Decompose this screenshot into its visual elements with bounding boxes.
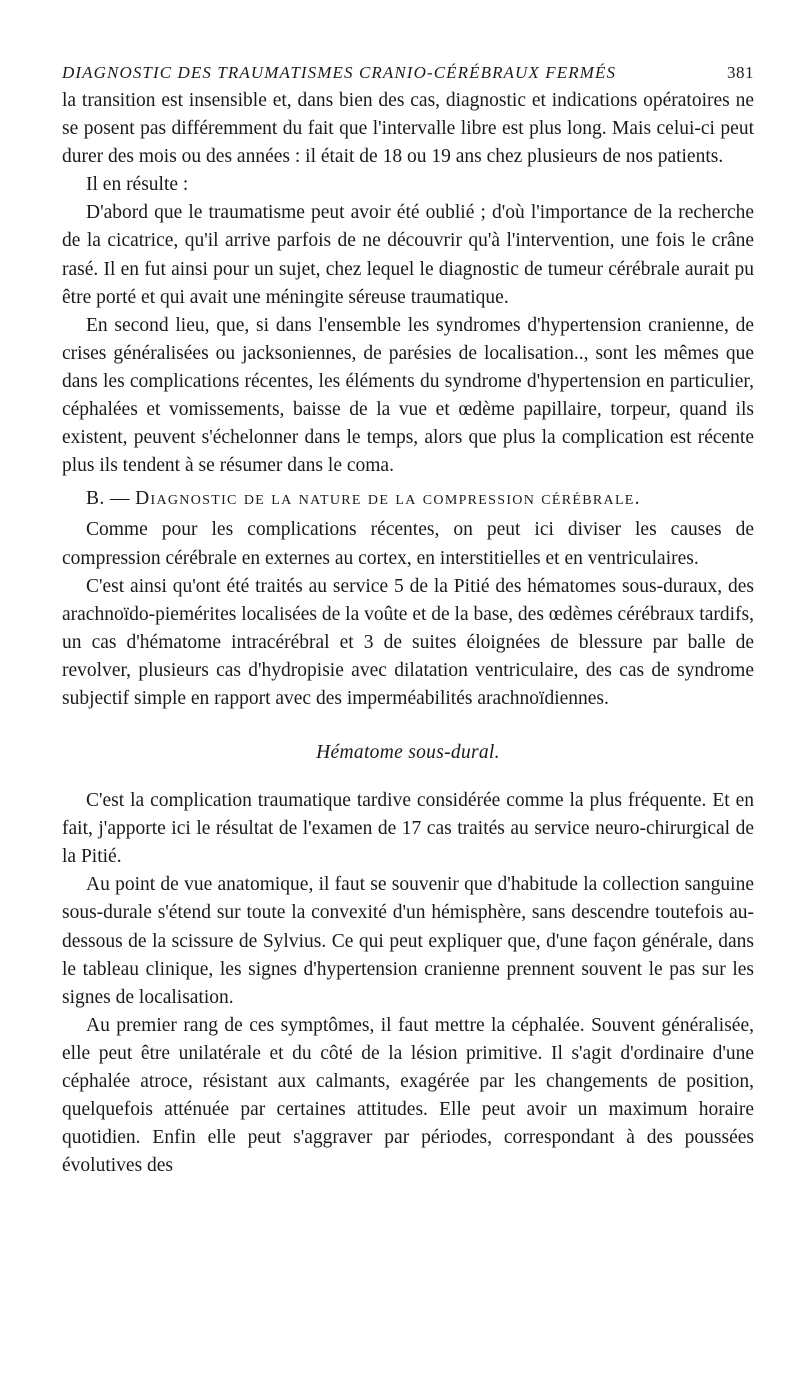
paragraph-continuation: la transition est insensible et, dans bien des cas, diagnostic et indications opératoires ne se posent pas différemment du fait que l'intervalle libre est plus long. Mais celui-ci peut durer des mois ou des années : il était de 18 ou 19 ans chez plusieurs de nos patients. [62, 90, 754, 168]
paragraph: Au premier rang de ces symptômes, il faut mettre la céphalée. Souvent généralisée, elle peut être unilatérale et du côté de la lésion primitive. Il s'agit d'ordinaire d'une céphalée atroce, résistant aux calmants, exagérée par les changements de position, quelquefois atténuée par certaines attitudes. Elle peut avoir un maximum horaire quotidien. Enfin elle peut s'aggraver par périodes, correspondant à des poussées évolutives des [62, 1014, 754, 1177]
paragraph: D'abord que le traumatisme peut avoir été oublié ; d'où l'importance de la recherche de la cicatrice, qu'il arrive parfois de ne découvrir qu'à l'intervention, une fois le crâne rasé. Il en fut ainsi pour un sujet, chez lequel le diagnostic de tumeur cérébrale aurait pu être porté et qui avait une méningite séreuse traumatique. [62, 202, 754, 308]
paragraph: En second lieu, que, si dans l'ensemble les syndromes d'hypertension cranienne, de crises généralisées ou jacksoniennes, de parésies de localisation.., sont les mêmes que dans les complications récentes, les éléments du syndrome d'hypertension en particulier, céphalées et vomissements, baisse de la vue et œdème papillaire, torpeur, quand ils existent, peuvent s'échelonner dans le temps, alors que plus la complication est récente plus ils tendent à se résumer dans le coma. [62, 314, 754, 477]
book-page [62, 56, 754, 1180]
running-title: DIAGNOSTIC DES TRAUMATISMES CRANIO-CÉRÉBRAUX FERMÉS [62, 63, 617, 82]
section-letter: B. — [86, 488, 136, 510]
paragraph: Il en résulte : [86, 174, 189, 196]
running-header [62, 59, 754, 87]
section-heading-b [62, 485, 754, 513]
paragraph: Au point de vue anatomique, il faut se souvenir que d'habitude la collection sanguine sous-durale s'étend sur toute la convexité d'un hémisphère, sans descendre toutefois au-dessous de la scissure de Sylvius. Ce qui peut expliquer que, d'une façon générale, dans le tableau clinique, les signes d'hypertension cranienne prennent souvent le pas sur les signes de localisation. [62, 874, 754, 1008]
body-text [62, 87, 754, 1180]
paragraph: Comme pour les complications récentes, on peut ici diviser les causes de compression cérébrale en externes au cortex, en interstitielles et en ventriculaires. [62, 519, 754, 569]
section-title: Diagnostic de la nature de la compression cérébrale. [135, 488, 641, 510]
paragraph: C'est la complication traumatique tardive considérée comme la plus fréquente. Et en fait, j'apporte ici le résultat de l'examen de 17 cas traités au service neuro-chirurgical de la Pitié. [62, 790, 754, 868]
subheading: Hématome sous-dural. [316, 742, 500, 764]
paragraph: C'est ainsi qu'ont été traités au service 5 de la Pitié des hématomes sous-duraux, des arachnoïdo-piemérites localisées de la voûte et de la base, des œdèmes cérébraux tardifs, un cas d'hématome intracérébral et 3 de suites éloignées de blessure par balle de revolver, plusieurs cas d'hydropisie avec dilatation ventriculaire, des cas de syndrome subjectif simple en rapport avec des imperméabilités arachnoïdiennes. [62, 575, 754, 709]
page-number: 381 [727, 63, 754, 82]
